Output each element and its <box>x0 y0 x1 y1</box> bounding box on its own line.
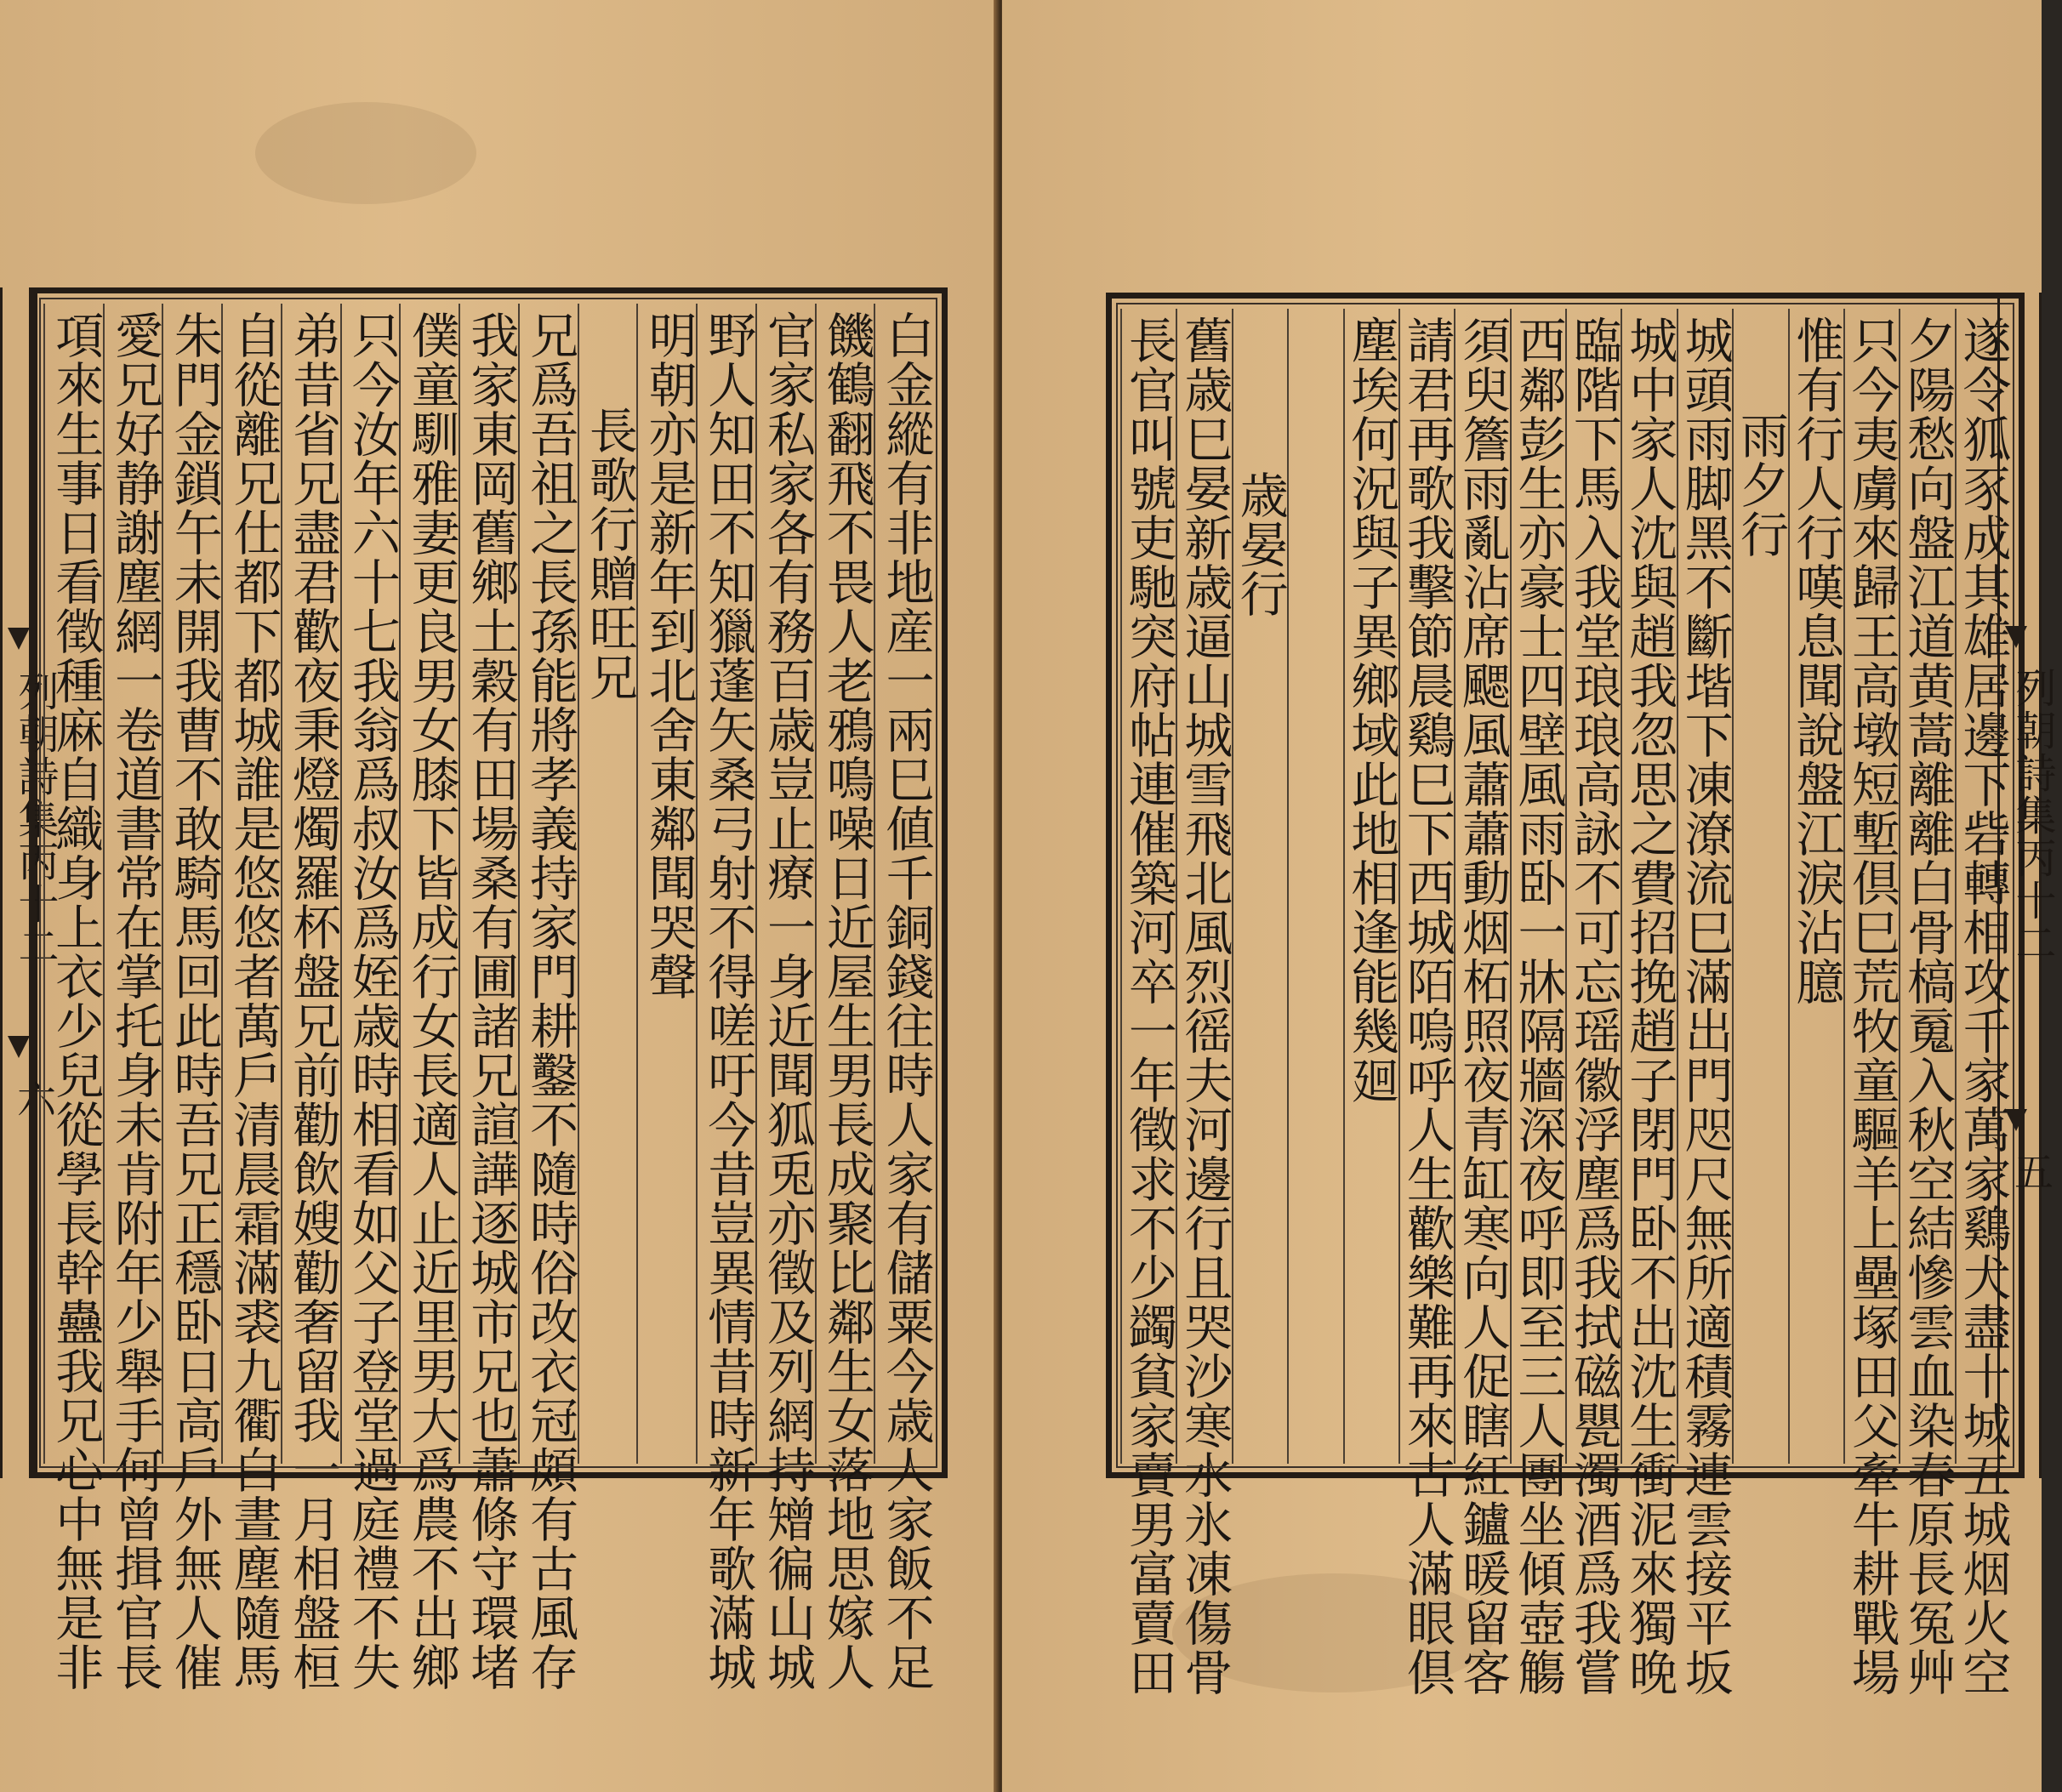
left-page <box>0 0 1000 1792</box>
text-column: 弟昔省兄盡君歡夜秉燈燭羅杯盤兄前勸飲嫂勸奢留我一月相盤桓 <box>281 304 340 1464</box>
text-column: 長官叫號吏馳突府帖連催築河卒一年徵求不少蠲貧家賣男富賣田 <box>1120 309 1176 1464</box>
text-column: 只今汝年六十七我翁爲叔汝爲姪歳時相看如父子登堂過庭禮不失 <box>340 304 400 1464</box>
poem-title: 歳晏行 <box>1232 309 1287 1464</box>
text-column: 夕陽愁向盤江道黄蒿離離白骨槁䰟入秋空結慘雲血染春原長冤艸 <box>1899 309 1954 1464</box>
right-leaf-number: 五 <box>2008 1152 2054 1191</box>
text-column: 城中家人沈與趙我忽思之費招挽趙子閉門卧不出沈生衝泥來獨晚 <box>1621 309 1676 1464</box>
right-text-columns <box>1120 309 2011 1697</box>
right-page-fold-margin <box>1997 293 2056 1478</box>
text-column: 只今夷虜來歸王高墩短塹倶巳荒牧童驅羊上壘塚田父牽牛耕戰場 <box>1843 309 1899 1464</box>
text-column: 朱門金鎖午未開我曹不敢騎馬回此時吾兄正穩卧日高戶外無人催 <box>162 304 221 1464</box>
poem-title: 長歌行贈旺兄 <box>578 304 637 1464</box>
text-column: 項來生事日看徵種麻自織身上衣少兒從學長幹蠱我兄心中無是非 <box>43 304 103 1464</box>
text-column: 城頭雨脚黑不斷堦下凍潦流巳滿出門咫尺無所適積霧連雲接平坂 <box>1677 309 1732 1464</box>
text-column: 遂令狐豕成其雄居邊下砦轉相攻千家萬家鷄犬盡十城五城烟火空 <box>1955 309 2010 1464</box>
left-leaf-number: 六 <box>11 1078 57 1118</box>
text-column: 塵埃何況與子異鄉域此地相逢能幾廻 <box>1343 309 1398 1464</box>
text-column: 惟有行人行嘆息聞說盤江淚沾臆 <box>1788 309 1843 1464</box>
text-column: 明朝亦是新年到北舍東鄰聞哭聲 <box>636 304 696 1464</box>
lower-fish-tail-mark <box>8 1036 30 1058</box>
text-column: 兄爲吾祖之長孫能將孝義持家門耕鑿不隨時俗改衣冠頗有古風存 <box>518 304 578 1464</box>
left-text-columns <box>43 304 934 1692</box>
upper-fish-tail-mark <box>8 628 30 650</box>
text-column: 舊歳巳晏新歳逼山城雪飛北風烈徭夫河邊行且哭沙寒水氷凍傷骨 <box>1176 309 1231 1464</box>
blank-column <box>1287 309 1342 1464</box>
text-column: 我家東岡舊鄉土穀有田場桑有圃諸兄諠譁逐城市兄也蕭條守環堵 <box>459 304 518 1464</box>
lower-fish-tail-mark <box>2005 1109 2027 1131</box>
upper-fish-tail-mark <box>2005 626 2027 648</box>
text-column: 白金縱有非地産一兩巳値千銅錢往時人家有儲粟今歳人家飯不足 <box>874 304 933 1464</box>
text-column: 饑鶴翻飛不畏人老鴉鳴噪日近屋生男長成聚比鄰生女落地思嫁人 <box>815 304 874 1464</box>
text-column: 請君再歌我擊節晨鷄巳下西城陌嗚呼人生歡樂難再來古人滿眼倶 <box>1398 309 1454 1464</box>
left-fold-title: 列朝詩集丙十二 <box>11 670 59 968</box>
right-fold-title: 列朝詩集丙十二 <box>2008 667 2056 964</box>
text-column: 愛兄好静謝塵網一卷道書常在掌托身未肯附年少舉手何曾揖官長 <box>103 304 162 1464</box>
text-column: 臨階下馬入我堂琅琅高詠不可忘瑶徽浮塵爲我拭磁甖濁酒爲我嘗 <box>1565 309 1621 1464</box>
text-column: 僕童馴雅妻更良男女膝下皆成行女長適人止近里男大爲農不出鄉 <box>399 304 459 1464</box>
text-column: 官家私家各有務百歳豈止療一身近聞狐兎亦徵及列網持矰徧山城 <box>755 304 815 1464</box>
text-column: 須臾簷雨亂沾席颸風蕭蕭動烟柘照夜青缸寒向人促瞎紅鑪暖留客 <box>1454 309 1509 1464</box>
text-column: 西鄰彭生亦豪士四壁風雨卧一牀隔牆深夜呼即至三人團坐傾壺觴 <box>1510 309 1565 1464</box>
poem-title: 雨夕行 <box>1732 309 1787 1464</box>
text-column: 自從離兄仕都下都城誰是悠悠者萬戶清晨霜滿裘九衢白晝塵隨馬 <box>221 304 281 1464</box>
paper-stain <box>255 102 476 204</box>
right-text-frame <box>1106 293 2025 1697</box>
text-column: 野人知田不知獵蓬矢桑弓射不得嗟吁今昔豈異情昔時新年歌滿城 <box>696 304 755 1464</box>
left-text-frame <box>29 287 948 1692</box>
